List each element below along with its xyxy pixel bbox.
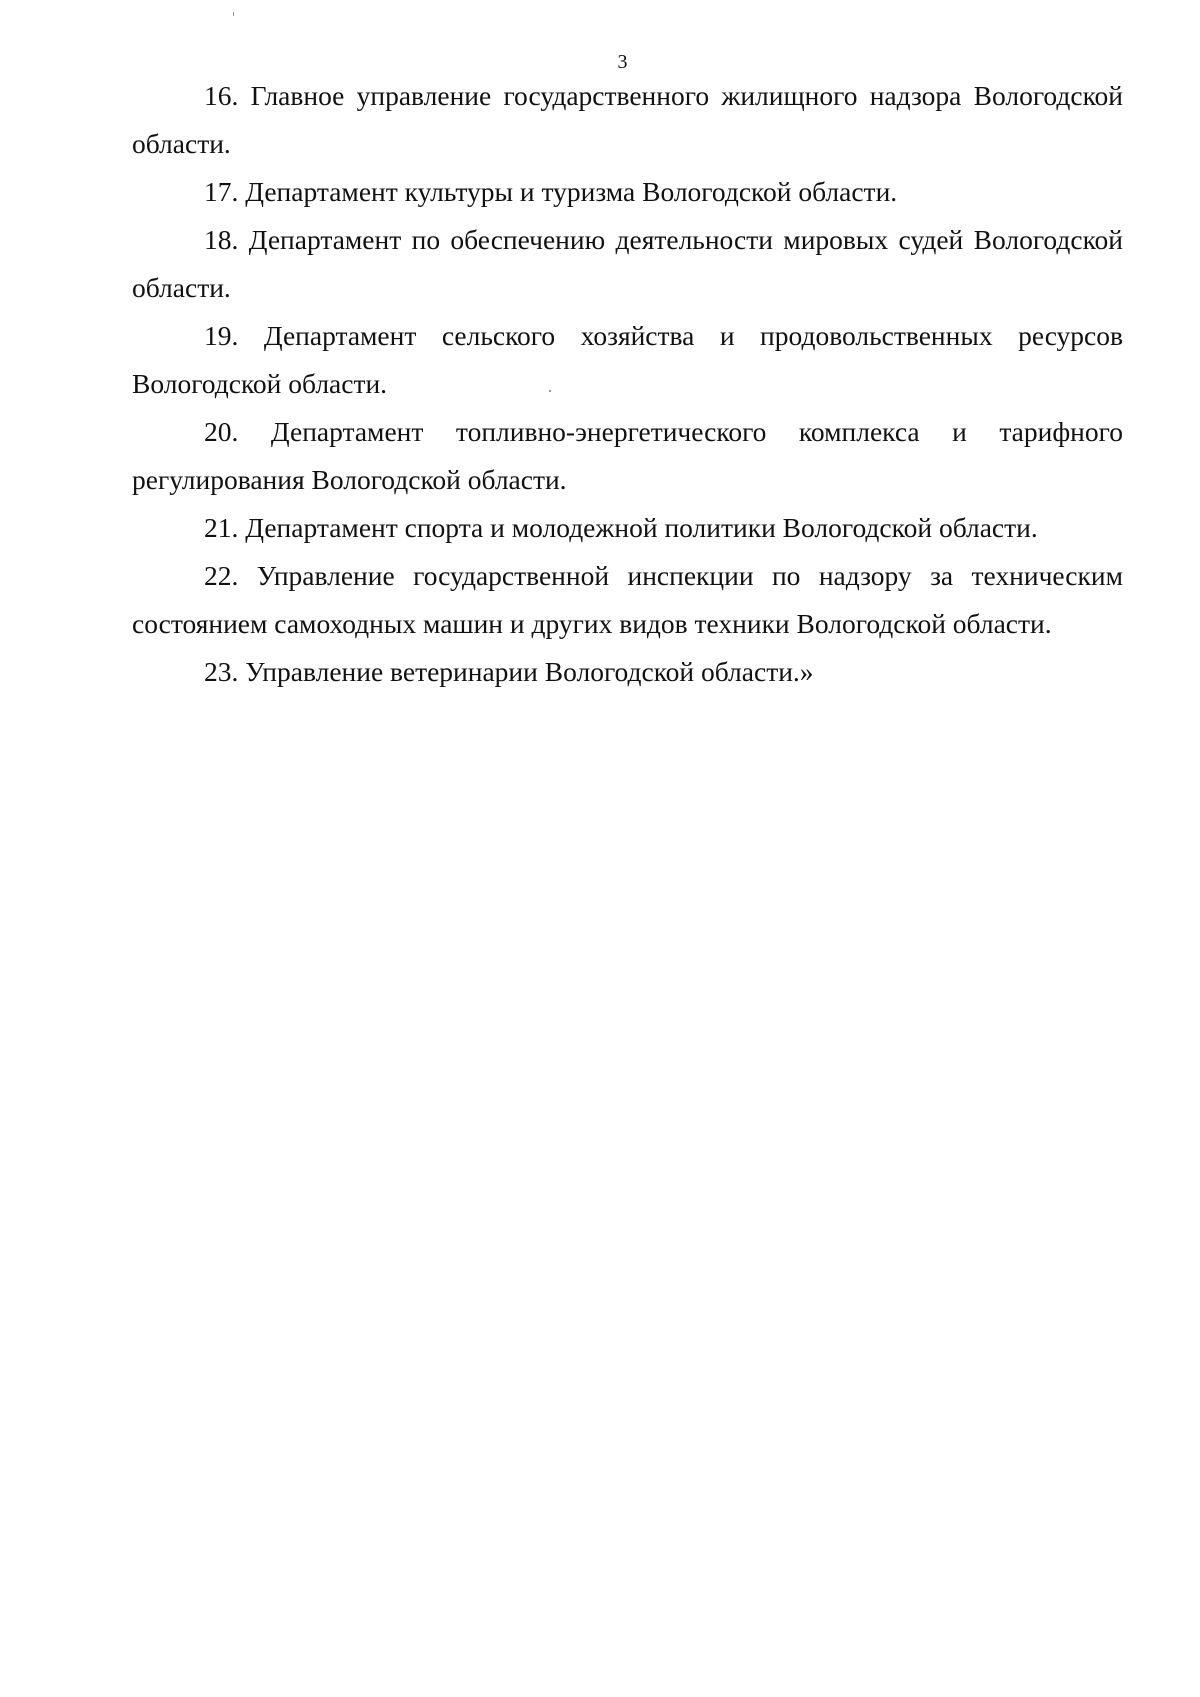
- list-item: 18. Департамент по обеспечению деятельности мировых судей Вологодской области.: [132, 224, 1123, 303]
- list-item: 20. Департамент топливно-энергетического комплекса и тарифного регулирования Вологодской области.: [132, 416, 1123, 495]
- list-item: 21. Департамент спорта и молодежной политики Вологодской области.: [204, 512, 1038, 543]
- list-item: 22. Управление государственной инспекции по надзору за техническим состоянием самоходных машин и других видов техники Вологодской области.: [132, 560, 1123, 639]
- list-item: 19. Департамент сельского хозяйства и продовольственных ресурсов Вологодской области.: [132, 320, 1123, 399]
- list-item: 16. Главное управление государственного жилищного надзора Вологодской области.: [132, 80, 1123, 159]
- list-item: 23. Управление ветеринарии Вологодской области.»: [204, 656, 814, 687]
- scan-mark: [233, 12, 234, 16]
- list-item: 17. Департамент культуры и туризма Вологодской области.: [204, 176, 898, 207]
- document-body: [132, 72, 1123, 696]
- page-number: 3: [617, 51, 628, 73]
